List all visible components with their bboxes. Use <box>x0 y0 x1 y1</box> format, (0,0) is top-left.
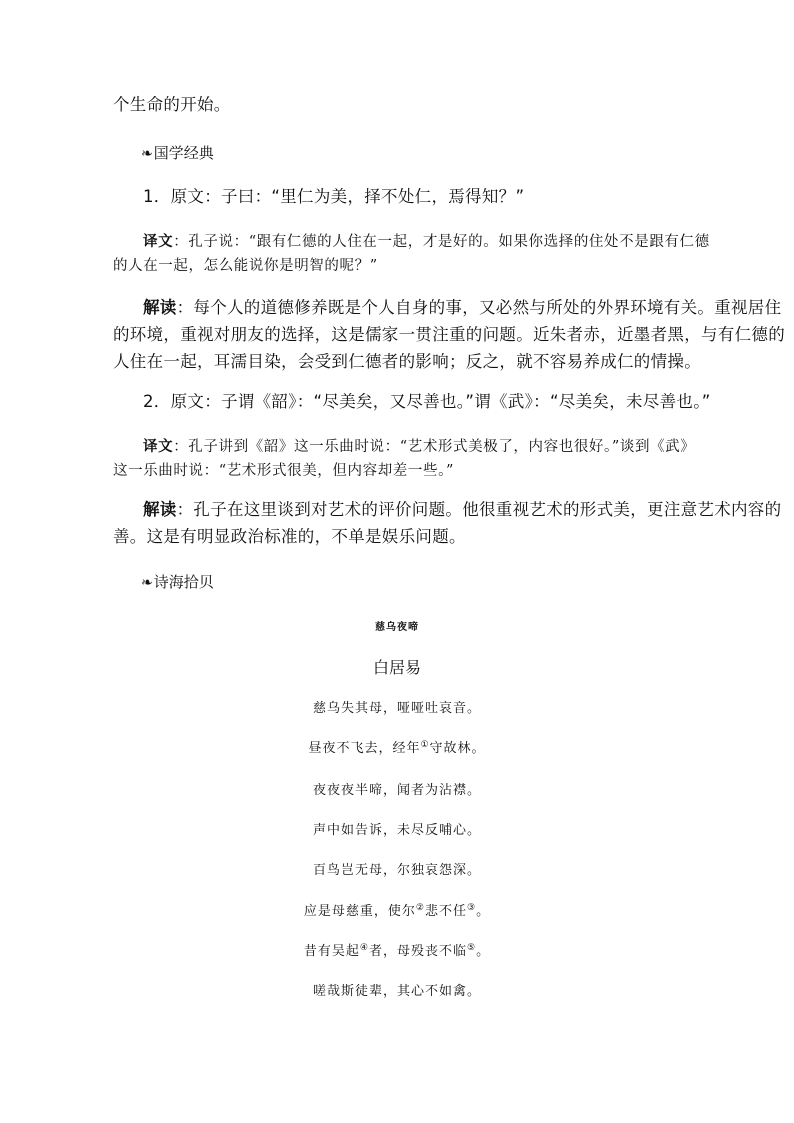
section-mark-icon: ❧ <box>141 575 153 591</box>
item2-translation-line2 <box>113 461 681 481</box>
item2-interp-text1: ：孔子在这里谈到对艺术的评价问题。他很重视艺术的形式美，更注意艺术内容的 <box>176 500 782 519</box>
footnote-3-marker: ③ <box>467 903 477 913</box>
poem-line-1: 慈乌失其母，哑哑吐哀音。 <box>312 701 481 716</box>
section-heading-poetry-text: 诗海拾贝 <box>153 573 214 591</box>
poem-line-5: 百鸟岂无母，尔独哀怨深。 <box>312 863 481 878</box>
poem-line-7-c: 。 <box>476 944 491 959</box>
section-mark-icon: ❧ <box>141 146 153 162</box>
footnote-5-marker: ⑤ <box>467 943 477 953</box>
item2-interp-label: 解读 <box>143 500 177 519</box>
item2-interp-line1 <box>143 500 782 520</box>
poem-title: 慈乌夜啼 <box>375 622 419 633</box>
item2-interp-line2 <box>113 527 681 547</box>
item1-translation-text2: 的人在一起，怎么能说你是明智的呢？” <box>113 258 378 274</box>
poem-line-4: 声中如告诉，未尽反哺心。 <box>312 823 481 838</box>
item2-translation-text1: ：孔子讲到《韶》这一乐曲时说：“艺术形式美极了，内容也很好。”谈到《武》 <box>173 439 696 455</box>
footnote-1-marker: ① <box>420 740 430 750</box>
poem-line-7-a: 昔有吴起 <box>303 944 360 959</box>
item1-interp-label: 解读 <box>143 298 177 317</box>
section-heading-poetry <box>141 572 709 593</box>
item1-interp-text1: ：每个人的道德修养既是个人自身的事，又必然与所处的外界环境有关。重视居住 <box>176 298 782 317</box>
item2-translation-text2: 这一乐曲时说：“艺术形式很美，但内容却差一些。” <box>113 463 454 479</box>
intro-tail-text: 个生命的开始。 <box>113 95 231 114</box>
poem-line-2-b: 守故林。 <box>429 741 486 756</box>
section-heading-classics <box>141 143 709 164</box>
poem-line-7 <box>0 940 794 959</box>
poem-line-6-a: 应是母慈重，使尔 <box>303 904 416 919</box>
item1-interp-text3: 人住在一起，耳濡目染，会受到仁德者的影响；反之，就不容易养成仁的情操。 <box>113 352 701 371</box>
item1-interp-line1 <box>143 298 782 318</box>
item1-interp-line3 <box>113 352 701 372</box>
item2-original <box>143 392 711 412</box>
poem-line-7-b: 者，母殁丧不临 <box>368 944 467 959</box>
poem-line-6 <box>0 900 794 919</box>
item1-translation-label: 译文 <box>143 233 174 250</box>
section-heading-classics-text: 国学经典 <box>153 144 214 162</box>
footnote-4-marker: ④ <box>359 943 369 953</box>
poem-line-6-c: 。 <box>476 904 491 919</box>
item2-original-label: 2．原文 <box>143 392 205 411</box>
item1-translation-line1 <box>143 232 711 252</box>
intro-tail <box>113 95 681 115</box>
poem-line-8: 嗟哉斯徒辈，其心不如禽。 <box>312 984 481 999</box>
item1-original-label: 1．原文 <box>143 187 205 206</box>
item1-interp-text2: 的环境，重视对朋友的选择，这是儒家一贯注重的问题。近朱者赤，近墨者黑，与有仁德的 <box>113 325 785 344</box>
poem-author: 白居易 <box>372 658 421 677</box>
item2-interp-text2: 善。这是有明显政治标准的，不单是娱乐问题。 <box>113 527 466 546</box>
item2-original-text: ：子谓《韶》：“尽美矣，又尽善也。”谓《武》：“尽美矣，未尽善也。” <box>204 392 711 411</box>
item1-interp-line2 <box>113 325 785 345</box>
item1-original <box>143 187 711 207</box>
item1-translation-line2 <box>113 256 681 276</box>
footnote-2-marker: ② <box>415 903 425 913</box>
poem-line-2 <box>0 737 794 756</box>
item2-translation-line1 <box>143 437 711 457</box>
poem-line-2-a: 昼夜不飞去，经年 <box>308 741 421 756</box>
poem-line-6-b: 悲不任 <box>424 904 467 919</box>
poem-line-3: 夜夜夜半啼，闻者为沾襟。 <box>312 783 481 798</box>
item1-original-text: ：子曰：“里仁为美，择不处仁，焉得知？” <box>204 187 525 206</box>
item2-translation-label: 译文 <box>143 438 174 455</box>
item1-translation-text1: ：孔子说：“跟有仁德的人住在一起，才是好的。如果你选择的住处不是跟有仁德 <box>173 234 710 250</box>
